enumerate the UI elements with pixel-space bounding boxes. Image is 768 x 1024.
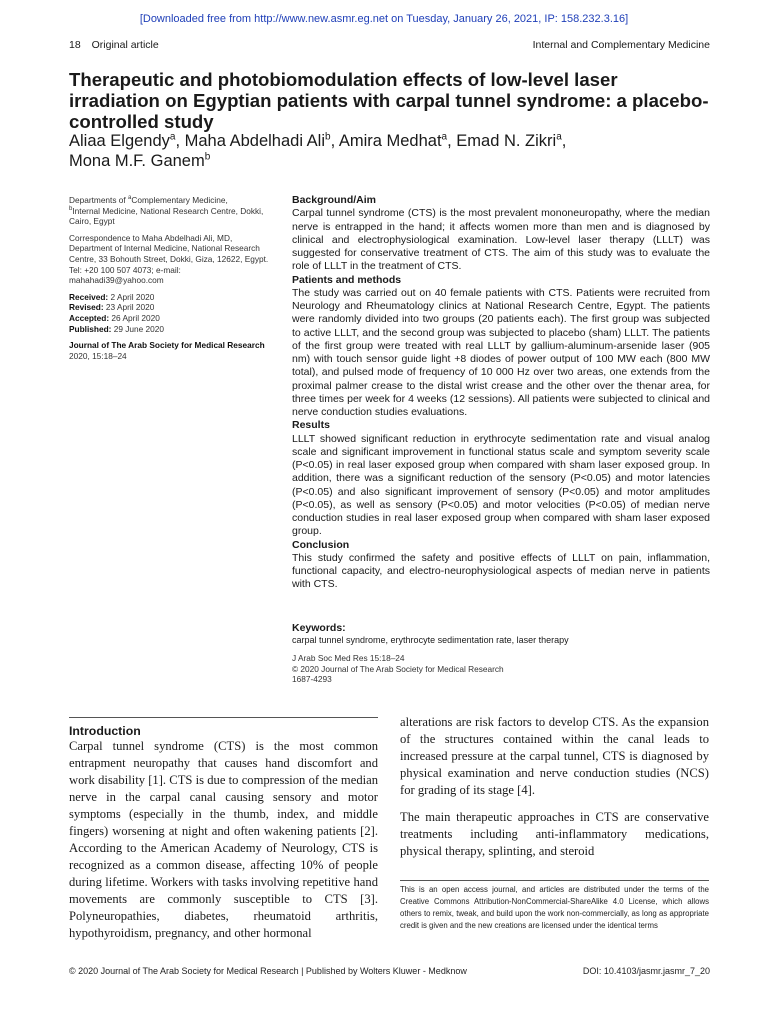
introduction-paragraph: The main therapeutic approaches in CTS are conservative treatments including anti-inflammatory medications, physical therapy, splinting, and steroid xyxy=(400,810,709,858)
citation-block xyxy=(292,653,710,685)
affiliations: Departments of $^a$Complementary Medicine, $^b$Internal Medicine, National Research Centre, Dokki, Cairo, Egypt xyxy=(69,195,264,227)
keywords xyxy=(292,622,710,646)
correspondence: Correspondence to Maha Abdelhadi Ali, MD, Department of Internal Medicine, National Research Centre, 33 Bohouth Street, Dokki, Giza, 12622, Egypt. Tel: +20 100 507 4073; e-mail: mahahadi39@yahoo.com xyxy=(69,232,269,286)
footer-copyright: © 2020 Journal of The Arab Society for Medical Research | Published by Wolters Kluwer - Medknow xyxy=(69,966,467,976)
citation-copyright: © 2020 Journal of The Arab Society for Medical Research xyxy=(292,663,504,674)
abstract-background: Carpal tunnel syndrome (CTS) is the most prevalent mononeuropathy, where the median nerve is entrapped in the hand; it affects women more than men and is diagnosed by clinical and electrophysiological examination. Low-level laser therapy (LLLT) was suggested for conservative treatment of CTS. The aim of this study was to evaluate the role of LLLT in the treatment of CTS. xyxy=(292,207,710,273)
abstract-heading-results: Results xyxy=(292,419,330,432)
journal-section: Internal and Complementary Medicine xyxy=(532,39,710,51)
journal-reference: Journal of The Arab Society for Medical Research 2020, 15:18–24 xyxy=(69,340,265,361)
footer-doi[interactable]: DOI: 10.4103/jasmr.jasmr_7_20 xyxy=(582,966,710,976)
running-header-left xyxy=(69,39,159,51)
abstract-methods: The study was carried out on 40 female patients with CTS. Patients were recruited from Neurology and Rheumatology clinics at National Research Centre, Egypt. The patients were randomly divided into two groups (20 patients each). The first group was subjected to active LLLT, and the second group was subjected to placebo (sham) LLLT. The patients of the first group were treated with real LLLT by gallium-aluminum-arsenide laser (905 nm) with touch sensor guide light +8 diodes of power output of 100 MW each (800 MW total), and pulsed mode of frequency of 10 000 Hz over two areas, one extends from the proximal palmer crease to the distal wrist crease and the other over the thenar area, for three times per week for 4 weeks (12 sessions). All patients were subjected to clinical and nerve conduction studies evaluations. xyxy=(292,286,710,418)
citation-ref: J Arab Soc Med Res 15:18–24 xyxy=(292,653,405,663)
abstract-heading-conclusion: Conclusion xyxy=(292,538,350,551)
author: Aliaa Elgendy$^a$, xyxy=(69,131,185,150)
author: Maha Abdelhadi Ali$^b$, xyxy=(184,131,339,150)
article-dates: Received: 2 April 2020 Revised: 23 April 2020 Accepted: 26 April 2020 Published: 29 June 2020 xyxy=(69,291,165,334)
abstract xyxy=(292,194,710,592)
article-title: Therapeutic and photobiomodulation effects of low-level laser irradiation on Egyptian patients with carpal tunnel syndrome: a placebo-controlled study xyxy=(69,69,709,132)
page-number: 18 xyxy=(69,39,81,51)
abstract-heading-methods: Patients and methods xyxy=(292,273,402,286)
author: Emad N. Zikri$^a$, xyxy=(456,131,567,150)
article-info-sidebar xyxy=(69,195,269,367)
introduction-paragraph: alterations are risk factors to develop CTS. As the expansion of the structures contained within the canal leads to increased pressure at the carpal tunnel, CTS is diagnosed by physical examination and nerve conduction studies (NCS) for grading of its stage [4]. xyxy=(400,715,709,797)
citation-issn: 1687-4293 xyxy=(292,674,332,684)
introduction-heading: Introduction xyxy=(69,724,141,738)
introduction-column-1: Carpal tunnel syndrome (CTS) is the most common entrapment neuropathy that causes hand discomfort and work disability [1]. CTS is due to compression of the median nerve in the carpal canal causing sensory and motor symptoms (especially in the thumb, index, and middle fingers) worsening at night and often wakening patients [2]. According to the American Academy of Neurology, CTS is recognized as a common disease, affecting 10% of people during lifetime. Workers with tasks involving repetitive hand movements are commonly susceptible to CTS [3]. Polyneuropathies, diabetes, rheumatoid arthritis, hypothyroidism, pregnancy, and other hormonal xyxy=(69,739,378,940)
author-list xyxy=(69,131,709,171)
introduction-column-2 xyxy=(400,714,709,870)
keywords-heading: Keywords: xyxy=(292,622,346,634)
abstract-conclusion: This study confirmed the safety and positive effects of LLLT on pain, inflammation, functional capacity, and electro-neurophysiological aspects of median nerve in patients with CTS. xyxy=(292,551,710,591)
license-note: This is an open access journal, and articles are distributed under the terms of the Creative Commons Attribution-NonCommercial-ShareAlike 4.0 License, which allows others to remix, tweak, and build upon the work non-commercially, as long as appropriate credit is given and the new creations are licensed under the identical terms xyxy=(400,885,709,930)
section-divider xyxy=(69,717,378,718)
abstract-heading-background: Background/Aim xyxy=(292,194,377,206)
article-type: Original article xyxy=(91,39,159,51)
author: Amira Medhat$^a$, xyxy=(338,131,457,150)
abstract-results: LLLT showed significant reduction in erythrocyte sedimentation rate and visual analog scale and significant improvement in functional status scale and symptom severity scale (P<0.05) in real laser exposed group when compared with sham laser exposed group. In addition, there was a significant reduction of the sensory (P<0.05) and motor latencies (P<0.05) and also significant improvement of sensory (P<0.05) and motor amplitudes (P<0.05), as well as sensory (P<0.05) and motor velocities (P<0.05) of median nerve conduction studies in real laser exposed group when compared with sham laser exposed group. xyxy=(292,432,710,538)
license-divider xyxy=(400,880,709,881)
download-banner[interactable]: [Downloaded free from http://www.new.asmr.eg.net on Tuesday, January 26, 2021, IP: 158.232.3.16] xyxy=(139,13,629,25)
author: Mona M.F. Ganem$^b$ xyxy=(69,151,211,170)
keywords-list: carpal tunnel syndrome, erythrocyte sedimentation rate, laser therapy xyxy=(292,635,569,645)
